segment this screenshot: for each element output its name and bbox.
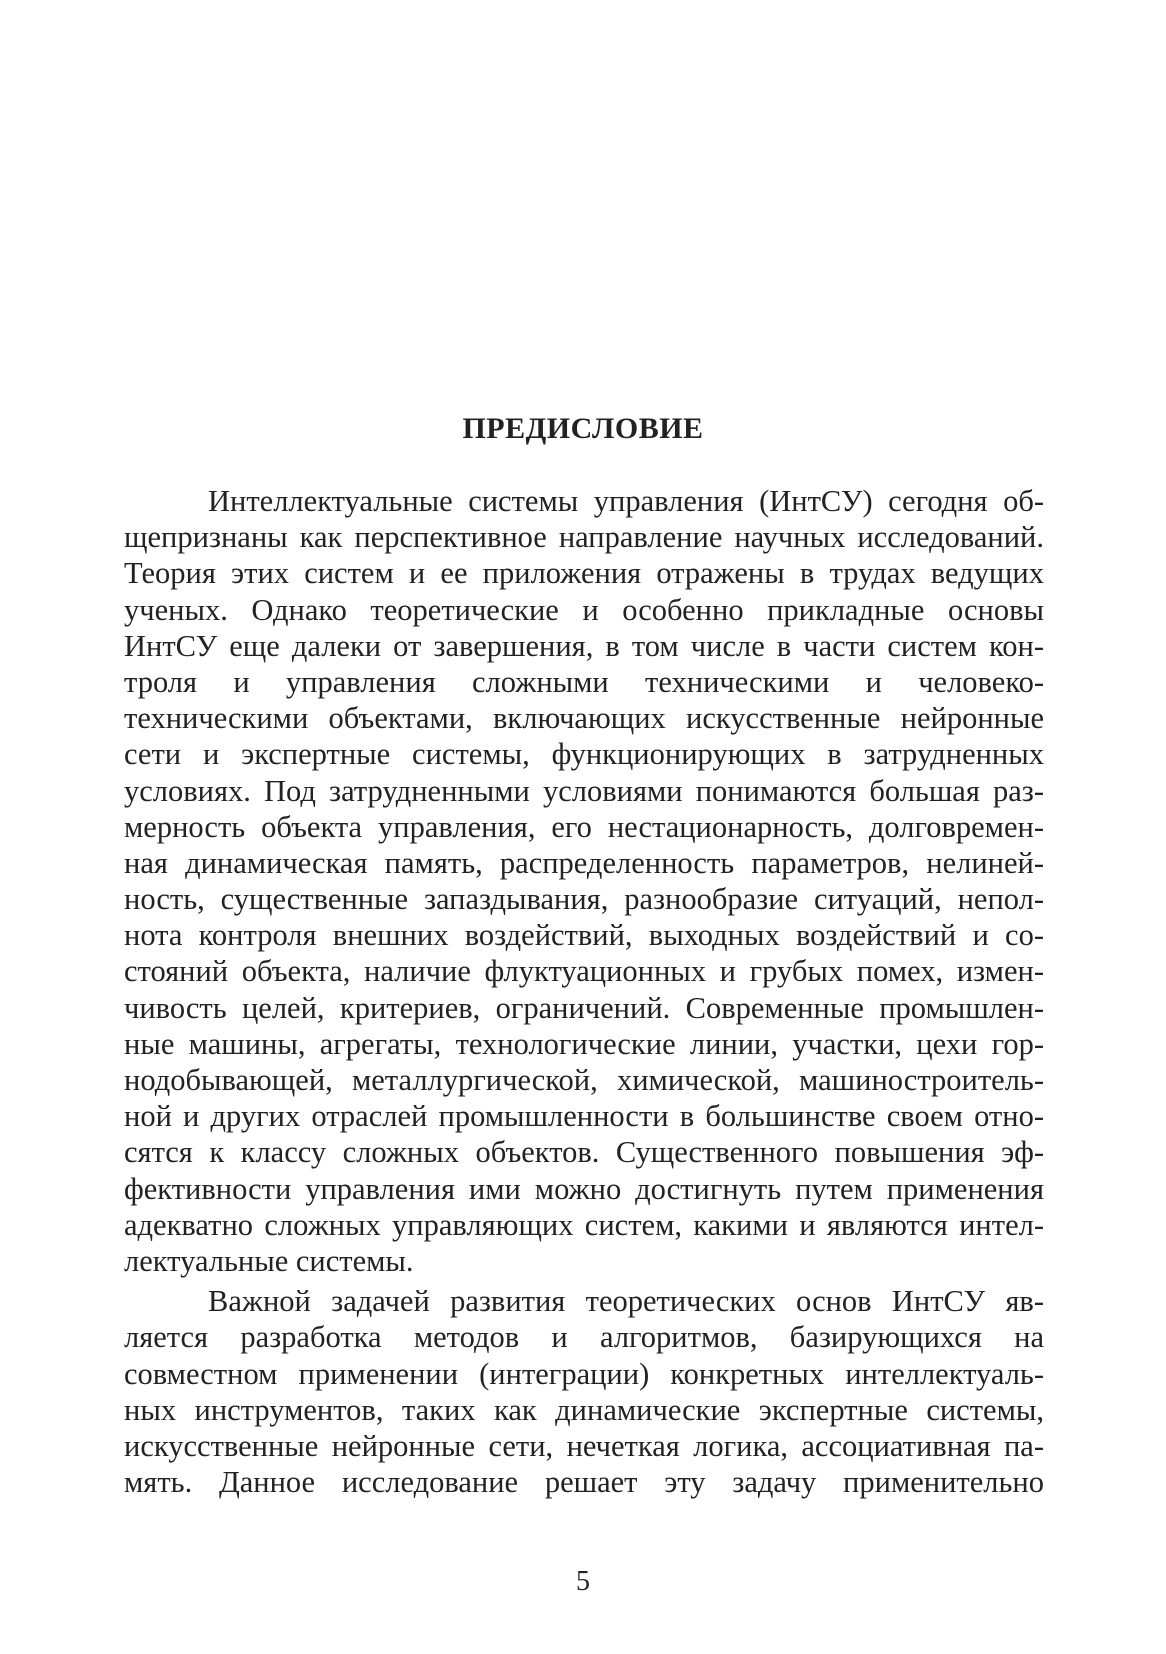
text-line: ных инструментов, таких как динамические экспертные системы, [124, 1392, 1044, 1427]
page-title: ПРЕДИСЛОВИЕ [462, 412, 704, 445]
text-line: чивость целей, критериев, ограничений. Современные промышлен- [124, 990, 1044, 1025]
text-line: щепризнаны как перспективное направление научных исследований. [124, 520, 1044, 555]
text-line: ученых. Однако теоретические и особенно прикладные основы [124, 592, 1044, 627]
text-line: условиях. Под затрудненными условиями понимаются большая раз- [124, 773, 1044, 808]
text-line: Теория этих систем и ее приложения отражены в трудах ведущих [124, 556, 1044, 591]
text-line: нота контроля внешних воздействий, выходных воздействий и со- [124, 918, 1044, 953]
text-line: мерность объекта управления, его нестационарность, долговремен- [124, 809, 1044, 844]
text-line: мять. Данное исследование решает эту задачу применительно [124, 1465, 1044, 1500]
text-line: ИнтСУ еще далеки от завершения, в том числе в части систем кон- [124, 628, 1044, 663]
text-line: троля и управления сложными техническими и человеко- [124, 664, 1044, 699]
text-line: Важной задачей развития теоретических основ ИнтСУ яв- [208, 1284, 1044, 1319]
text-line: сятся к классу сложных объектов. Существенного повышения эф- [124, 1135, 1044, 1170]
text-line: искусственные нейронные сети, нечеткая логика, ассоциативная па- [124, 1428, 1044, 1463]
text-line: ной и других отраслей промышленности в большинстве своем отно- [124, 1099, 1044, 1134]
text-line: адекватно сложных управляющих систем, какими и являются интел- [124, 1207, 1044, 1242]
paragraph-1 [124, 483, 1044, 1279]
text-line: ляется разработка методов и алгоритмов, базирующихся на [124, 1320, 1044, 1355]
text-line: нодобывающей, металлургической, химической, машиностроитель- [124, 1063, 1044, 1097]
paragraph-2 [124, 1283, 1044, 1500]
text-line: ная динамическая память, распределенность параметров, нелиней- [124, 845, 1044, 880]
text-line: Интеллектуальные системы управления (ИнтСУ) сегодня об- [208, 484, 1044, 518]
text-line: техническими объектами, включающих искусственные нейронные [124, 701, 1044, 736]
text-line: стояний объекта, наличие флуктуационных и грубых помех, измен- [124, 954, 1044, 989]
text-line: ность, существенные запаздывания, разнообразие ситуаций, непол- [124, 882, 1044, 917]
text-line: совместном применении (интеграции) конкретных интеллектуаль- [124, 1356, 1044, 1391]
body-text [124, 483, 1044, 1500]
text-line: лектуальные системы. [124, 1243, 414, 1278]
text-line: ные машины, агрегаты, технологические линии, участки, цехи гор- [124, 1026, 1044, 1061]
text-line: сети и экспертные системы, функционирующих в затрудненных [124, 737, 1044, 772]
text-line: фективности управления ими можно достигнуть путем применения [124, 1171, 1044, 1206]
page-number: 5 [576, 1566, 590, 1597]
